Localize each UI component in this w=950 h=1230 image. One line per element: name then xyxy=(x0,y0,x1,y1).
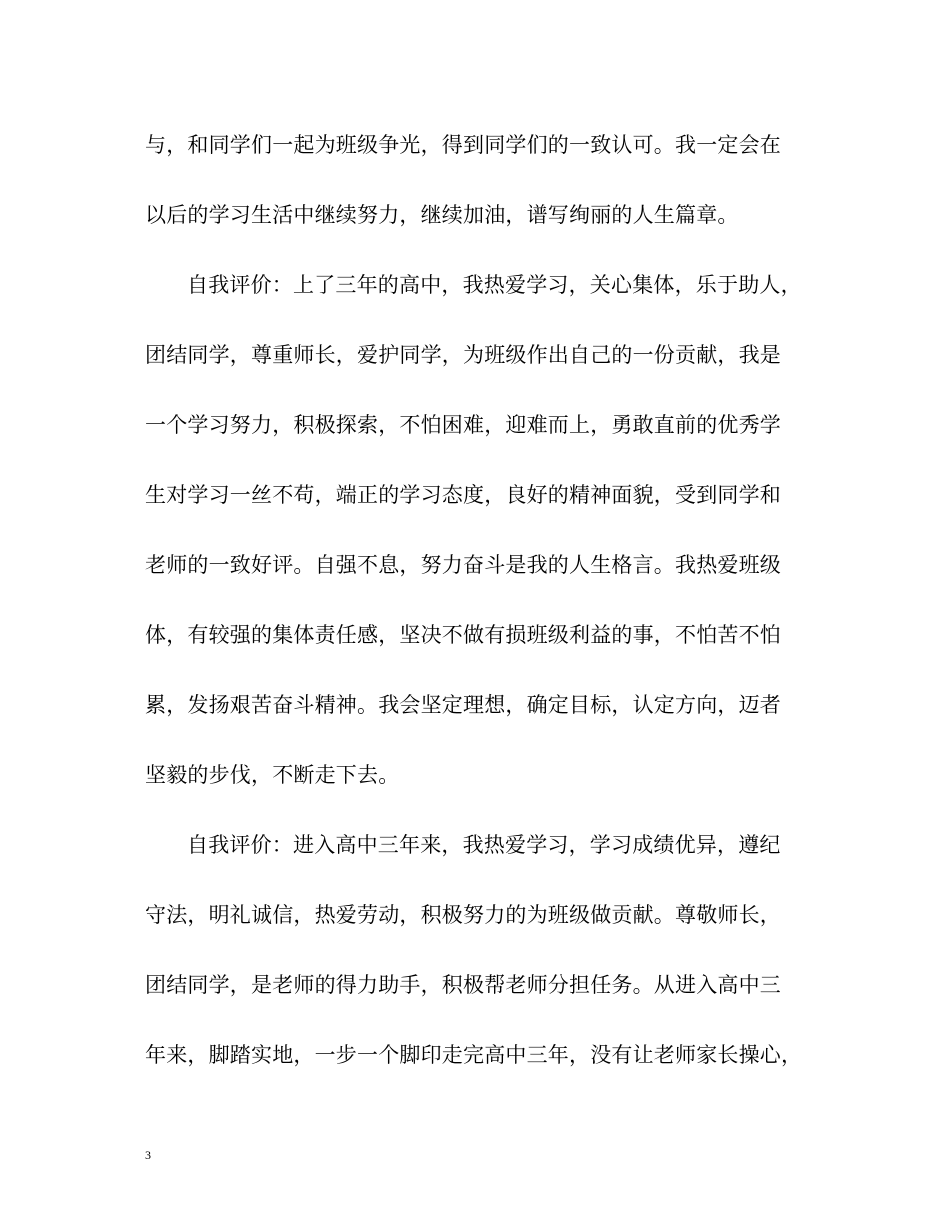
body-text-line: 守法，明礼诚信，热爱劳动，积极努力的为班级做贡献。尊敬师长， xyxy=(145,903,781,927)
body-text-line: 生对学习一丝不苟，端正的学习态度，良好的精神面貌，受到同学和 xyxy=(145,483,781,507)
body-text-line: 以后的学习生活中继续努力，继续加油，谱写绚丽的人生篇章。 xyxy=(145,203,739,227)
body-text-line: 体，有较强的集体责任感，坚决不做有损班级利益的事，不怕苦不怕 xyxy=(145,623,781,647)
body-text-line: 团结同学，尊重师长，爱护同学，为班级作出自己的一份贡献，我是 xyxy=(145,343,781,367)
body-text-line: 一个学习努力，积极探索，不怕困难，迎难而上，勇敢直前的优秀学 xyxy=(145,413,781,437)
body-text-line: 团结同学，是老师的得力助手，积极帮老师分担任务。从进入高中三 xyxy=(145,973,781,997)
body-text-line: 坚毅的步伐，不断走下去。 xyxy=(145,763,400,787)
body-text-line: 年来，脚踏实地，一步一个脚印走完高中三年，没有让老师家长操心， xyxy=(145,1043,803,1067)
page-number: 3 xyxy=(145,1148,151,1162)
body-text-line: 老师的一致好评。自强不息，努力奋斗是我的人生格言。我热爱班级 xyxy=(145,553,781,577)
body-text-line: 累，发扬艰苦奋斗精神。我会坚定理想，确定目标，认定方向，迈者 xyxy=(145,693,781,717)
paragraph-first-line: 自我评价：上了三年的高中，我热爱学习，关心集体，乐于助人， xyxy=(187,273,802,297)
paragraph-first-line: 自我评价：进入高中三年来，我热爱学习，学习成绩优异，遵纪 xyxy=(187,833,781,857)
body-text-line: 与，和同学们一起为班级争光，得到同学们的一致认可。我一定会在 xyxy=(145,133,781,157)
